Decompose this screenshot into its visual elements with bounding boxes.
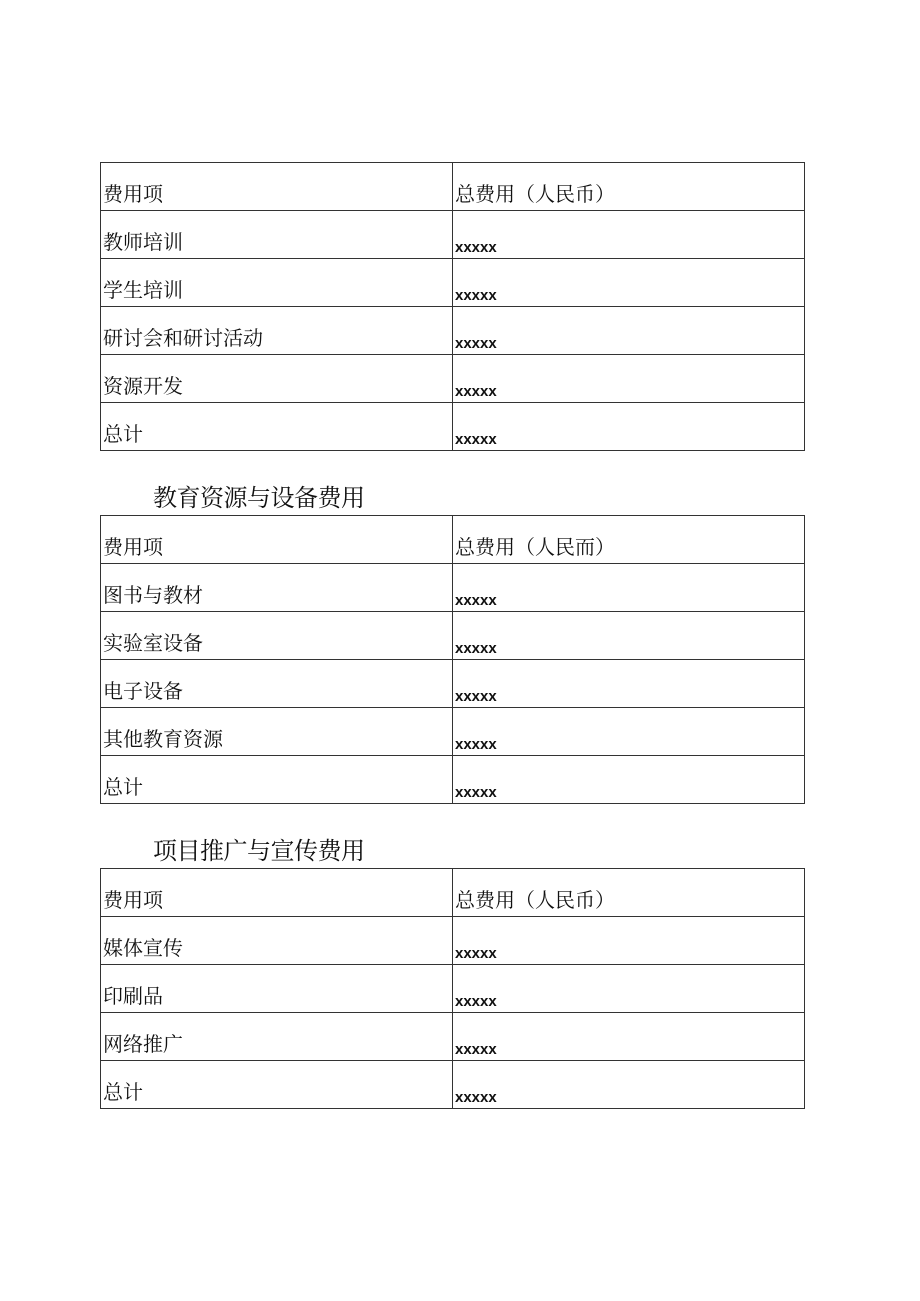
row-item: 其他教育资源	[101, 708, 453, 756]
table-row	[101, 660, 805, 708]
table-header-row	[101, 869, 805, 917]
section-title: 项目推广与宣传费用	[153, 837, 365, 865]
row-item: 媒体宣传	[101, 917, 453, 965]
row-item: 学生培训	[101, 259, 453, 307]
education-resources-section	[100, 515, 805, 804]
row-value: xxxxx	[453, 259, 805, 307]
row-value: xxxxx	[453, 965, 805, 1013]
row-item: 图书与教材	[101, 564, 453, 612]
table-row-total	[101, 756, 805, 804]
row-item: 印刷品	[101, 965, 453, 1013]
table-row	[101, 307, 805, 355]
row-item: 实验室设备	[101, 612, 453, 660]
table-header-row	[101, 163, 805, 211]
row-item: 总计	[101, 403, 453, 451]
row-item: 电子设备	[101, 660, 453, 708]
promotion-cost-table	[100, 868, 805, 1109]
header-item: 费用项	[101, 869, 453, 917]
table-row-total	[101, 1061, 805, 1109]
header-amount: 总费用（人民币）	[453, 163, 805, 211]
table-row	[101, 259, 805, 307]
header-item: 费用项	[101, 163, 453, 211]
row-item: 资源开发	[101, 355, 453, 403]
promotion-cost-section	[100, 868, 805, 1109]
row-value: xxxxx	[453, 1061, 805, 1109]
row-item: 总计	[101, 756, 453, 804]
table-header-row	[101, 516, 805, 564]
row-value: xxxxx	[453, 756, 805, 804]
section-title: 教育资源与设备费用	[153, 484, 365, 512]
table-row-total	[101, 403, 805, 451]
header-item: 费用项	[101, 516, 453, 564]
table-row	[101, 917, 805, 965]
education-resources-table	[100, 515, 805, 804]
table-row	[101, 965, 805, 1013]
training-cost-table	[100, 162, 805, 451]
row-value: xxxxx	[453, 612, 805, 660]
row-value: xxxxx	[453, 307, 805, 355]
table-row	[101, 708, 805, 756]
row-item: 总计	[101, 1061, 453, 1109]
row-value: xxxxx	[453, 211, 805, 259]
row-value: xxxxx	[453, 917, 805, 965]
row-value: xxxxx	[453, 708, 805, 756]
row-item: 研讨会和研讨活动	[101, 307, 453, 355]
row-value: xxxxx	[453, 564, 805, 612]
row-value: xxxxx	[453, 355, 805, 403]
row-item: 网络推广	[101, 1013, 453, 1061]
table-row	[101, 564, 805, 612]
row-value: xxxxx	[453, 1013, 805, 1061]
header-amount: 总费用（人民币）	[453, 869, 805, 917]
header-amount: 总费用（人民而）	[453, 516, 805, 564]
table-row	[101, 211, 805, 259]
row-value: xxxxx	[453, 660, 805, 708]
table-row	[101, 1013, 805, 1061]
table-row	[101, 612, 805, 660]
training-cost-section	[100, 162, 805, 451]
table-row	[101, 355, 805, 403]
row-item: 教师培训	[101, 211, 453, 259]
row-value: xxxxx	[453, 403, 805, 451]
